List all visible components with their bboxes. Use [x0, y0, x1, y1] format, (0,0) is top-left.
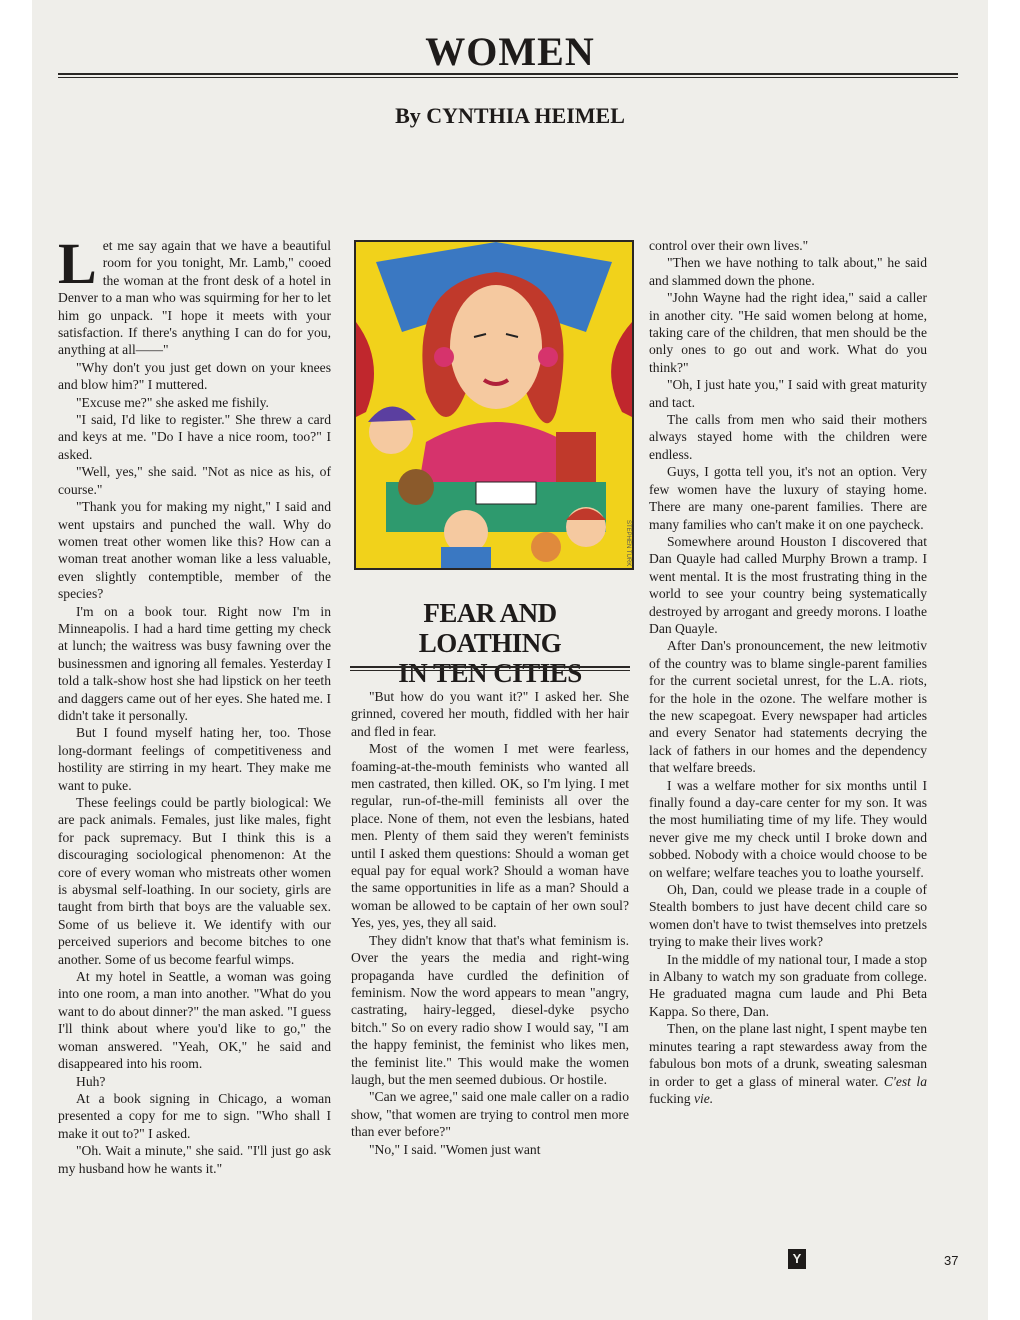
- paragraph: In the middle of my national tour, I made a stop in Albany to watch my son graduate from college. He graduated magna cum laude and Phi Beta Kappa. So there, Dan.: [649, 951, 927, 1019]
- paragraph: control over their own lives.": [649, 238, 809, 253]
- page-number: 37: [944, 1253, 959, 1268]
- paragraph: "I said, I'd like to register." She threw a card and keys at me. "Do I have a nice room, too?" I asked.: [58, 412, 331, 462]
- paragraph: Guys, I gotta tell you, it's not an option. Very few women have the luxury of staying home. There are many one-parent families. There are many families who can't make it on one paycheck.: [649, 464, 927, 532]
- magazine-page: [32, 0, 988, 1320]
- paragraph: Somewhere around Houston I discovered that Dan Quayle had called Murphy Brown a tramp. I went mental. It is the most frustrating thing in the world to see your country being systematically destroyed by arrogant and greedy morons. I loathe Dan Quayle.: [649, 533, 927, 636]
- paragraph: They didn't know that that's what feminism is. Over the years the media and right-wing propaganda have curdled the definition of feminism. Now the word appears to mean "angry, castrating, hairy-legged, diesel-dyke psycho bitch." So on every radio show I would say, "I am the happy feminist, the feminist who likes men, the feminist lite." This would make the women laugh, but the men seemed dubious. Or hostile.: [351, 932, 629, 1087]
- paragraph: Huh?: [76, 1073, 106, 1089]
- drop-cap: L: [58, 231, 97, 296]
- paragraph: The calls from men who said their mothers always stayed home with the children were endless.: [649, 412, 927, 462]
- subhead-rule-thin: [350, 670, 630, 671]
- subhead-rule: [350, 666, 630, 668]
- paragraph: "Why don't you just get down on your knees and blow him?" I muttered.: [58, 359, 331, 393]
- paragraph: "John Wayne had the right idea," said a caller in another city. "He said women belong at home, taking care of the children, that men should be the only ones to go out and work. What do you think?": [649, 290, 927, 375]
- article-column-3: [649, 237, 927, 1107]
- paragraph: But I found myself hating her, too. Those long-dormant feelings of competitiveness and hostility are stirring in my heart. They make me want to puke.: [58, 725, 331, 793]
- paragraph: "No," I said. "Women just want: [369, 1141, 541, 1157]
- article-column-2: [351, 688, 629, 1158]
- paragraph: "Oh. Wait a minute," she said. "I'll just go ask my husband how he wants it.": [58, 1143, 331, 1176]
- article-column-1: [58, 231, 331, 1177]
- paragraph: "Thank you for making my night," I said and went upstairs and punched the wall. Why do women treat other women like this? How can a woman treat another woman like a less valuable, even slightly contemptible, member of the species?: [58, 499, 331, 602]
- paragraph: "Excuse me?" she asked me fishily.: [76, 394, 269, 410]
- playboy-bunny-icon: Y: [788, 1249, 806, 1269]
- book-signing-illustration-icon: [354, 240, 634, 570]
- paragraph: I was a welfare mother for six months until I finally found a day-care center for my son. It was the most humiliating time of my life. They would never give me my check until I broke down and sobbed. Nobody with a choice would choose to be on welfare; welfare teaches you to loathe yourself.: [649, 777, 927, 880]
- paragraph: Oh, Dan, could we please trade in a couple of Stealth bombers to just have decent child care so women don't have to twist themselves into pretzels trying to make their lives work?: [649, 882, 927, 950]
- paragraph: Then, on the plane last night, I spent maybe ten minutes tearing a rapt stewardess away from the fabulous bon mots of a drunk, sweating salesman in order to get a glass of mineral water. C'est la fucking vie.: [649, 1021, 928, 1106]
- illustration-credit: STEPHEN TURK: [625, 520, 631, 567]
- paragraph: "Can we agree," said one male caller on a radio show, "that women are trying to control men more than ever before?": [351, 1089, 629, 1140]
- title-rule: [58, 73, 958, 75]
- subheadline: [350, 598, 630, 688]
- paragraph: I'm on a book tour. Right now I'm in Minneapolis. I had a hard time getting my check at lunch; the waitress was busy fawning over the businessmen and ignoring all females. Yesterday I told a talk-show host she had lipstick on her teeth and daggers came out of her eyes. She hated me. I didn't take it personally.: [58, 603, 331, 723]
- page-title: WOMEN: [425, 29, 595, 74]
- paragraph: "Oh, I just hate you," I said with great maturity and tact.: [649, 377, 927, 410]
- subheadline-line-1: FEAR AND LOATHING: [418, 598, 562, 658]
- author-byline: By CYNTHIA HEIMEL: [395, 103, 625, 128]
- paragraph: Most of the women I met were fearless, foaming-at-the-mouth feminists who wanted all men castrated, then killed. OK, so I'm lying. I met regular, run-of-the-mill feminists all over the place. None of them, not even the lesbians, hated men. Plenty of them said they weren't feminists until I asked them questions: Should a woman get equal pay for equal work? Should a woman have the same opportunities in life as a man? Should a woman be allowed to be captain of her own soul? Yes, yes, yes, they all said.: [351, 741, 629, 931]
- paragraph: At my hotel in Seattle, a woman was going into one room, a man into another. "What do you want to do about dinner?" the man asked. "I guess I'll think about where you'd like to go," the woman answered. "Yeah, OK," he said and disappeared into his room.: [58, 969, 331, 1072]
- paragraph: "But how do you want it?" I asked her. She grinned, covered her mouth, fiddled with her hair and fled in fear.: [351, 689, 629, 739]
- paragraph: At a book signing in Chicago, a woman presented a copy for me to sign. "Who shall I make it out to?" I asked.: [58, 1090, 331, 1141]
- subheadline-line-2: IN TEN CITIES: [398, 658, 582, 688]
- paragraph: Let me say again that we have a beautiful room for you tonight, Mr. Lamb," cooed the woman at the front desk of a hotel in Denver to a man who was squirming for her to let him go unpack. "I hope it meets with your satisfaction. If there's anything I can do for you, anything at all——": [58, 231, 331, 358]
- paragraph: These feelings could be partly biological: We are pack animals. Females, just like males, fight for pack supremacy. But I think this is a discouraging sociological phenomenon: At the core of every woman who mistreats other women is abysmal self-loathing. In our society, girls are taught from birth that boys are the valuable sex. Some of us believe it. We identify with our perceived superiors and become bitches to one another. Some of us become fearful wimps.: [58, 795, 331, 967]
- title-rule-thin: [58, 77, 958, 78]
- paragraph: After Dan's pronouncement, the new leitmotiv of the country was to blame single-parent families for the current societal unrest, for the L.A. riots, for the hole in the ozone. The welfare mother is the new scapegoat. Every newspaper had articles and every Senator had statements decrying the lack of fathers in our homes and the dependency that welfare breeds.: [649, 638, 927, 776]
- paragraph: "Well, yes," she said. "Not as nice as his, of course.": [58, 464, 331, 497]
- paragraph: "Then we have nothing to talk about," he said and slammed down the phone.: [649, 255, 927, 288]
